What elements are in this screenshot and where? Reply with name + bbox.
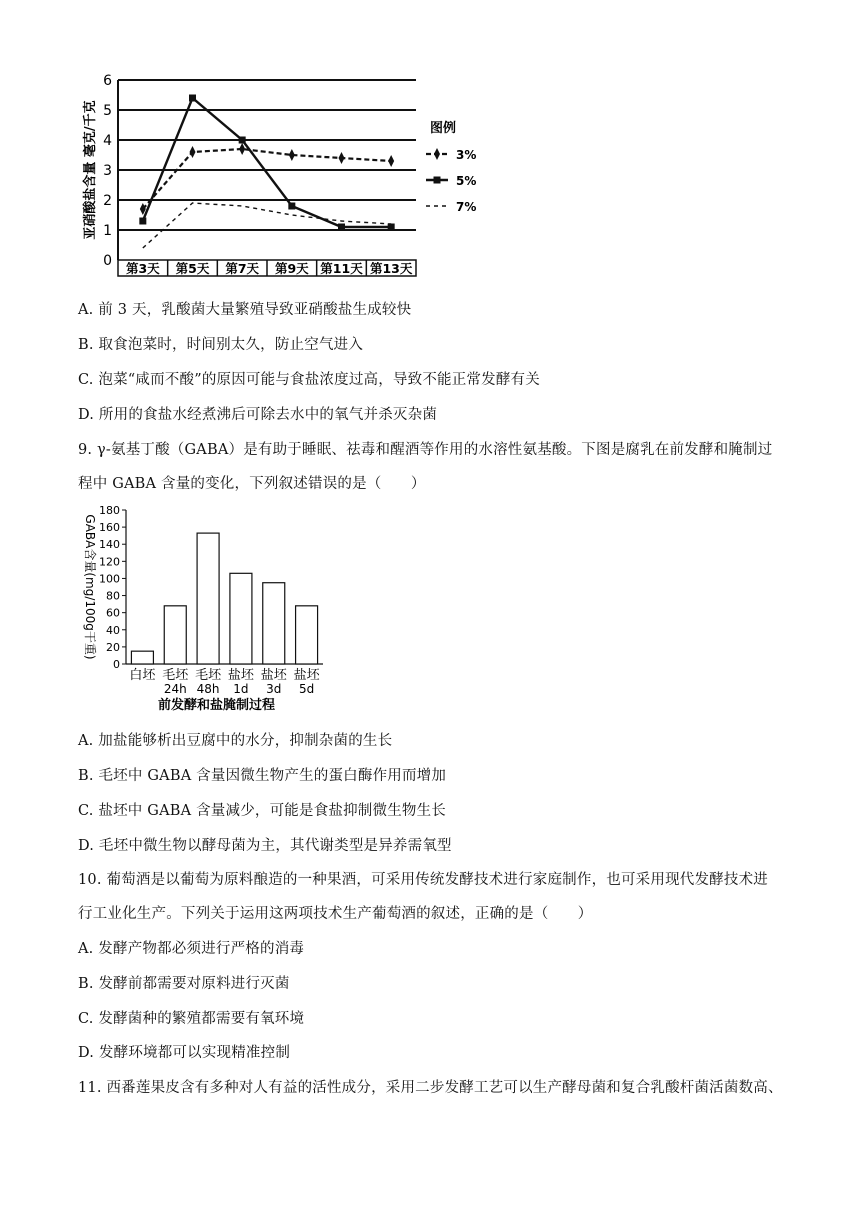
series-line-1 <box>143 98 391 227</box>
y-tick-label: 140 <box>99 538 120 552</box>
y-tick-label: 40 <box>106 623 120 637</box>
y-tick-label: 2 <box>103 193 112 209</box>
question-10-line2: 行工业化生产。下列关于运用这两项技术生产葡萄酒的叙述，正确的是（ ） <box>78 906 593 922</box>
option-10b: B. 发酵前都需要对原料进行灭菌 <box>78 976 290 992</box>
data-point-square <box>139 218 146 225</box>
bar <box>263 583 285 664</box>
x-tick-label: 第11天 <box>320 261 363 276</box>
x-tick-label: 第7天 <box>225 261 260 276</box>
y-tick-label: 160 <box>99 521 120 535</box>
x-tick-sublabel: 5d <box>298 682 315 696</box>
y-tick-label: 60 <box>106 606 120 620</box>
bar <box>164 606 186 664</box>
y-tick-label: 180 <box>99 504 120 517</box>
question-9-line2: 程中 GABA 含量的变化，下列叙述错误的是（ ） <box>78 476 426 492</box>
y-tick-label: 5 <box>103 103 112 119</box>
y-tick-label: 80 <box>106 589 120 603</box>
data-point-diamond <box>190 146 196 158</box>
data-point-square <box>239 137 246 144</box>
legend-label: 5% <box>456 174 477 188</box>
bar <box>197 533 219 664</box>
x-tick-label: 第5天 <box>175 261 210 276</box>
y-tick-label: 6 <box>103 73 112 89</box>
x-tick-label: 盐坯 <box>227 668 254 683</box>
data-point-diamond <box>339 152 345 164</box>
legend-label: 7% <box>456 200 477 214</box>
option-8d: D. 所用的食盐水经煮沸后可除去水中的氧气并杀灭杂菌 <box>78 407 438 423</box>
y-tick-label: 1 <box>103 223 112 239</box>
option-8a: A. 前 3 天，乳酸菌大量繁殖导致亚硝酸盐生成较快 <box>78 302 412 318</box>
option-9d: D. 毛坯中微生物以酵母菌为主，其代谢类型是异养需氧型 <box>78 838 452 854</box>
x-tick-label: 毛坯 <box>162 668 189 683</box>
y-axis-label: GABA含量(mg/100g干重) <box>83 514 97 660</box>
option-8b: B. 取食泡菜时，时间别太久，防止空气进入 <box>78 337 364 353</box>
legend-marker <box>434 148 440 160</box>
data-point-diamond <box>289 149 295 161</box>
x-tick-label: 第9天 <box>274 261 309 276</box>
legend-label: 3% <box>456 148 477 162</box>
question-9-line1: 9. γ-氨基丁酸（GABA）是有助于睡眠、祛毒和醒酒等作用的水溶性氨基酸。下图是腐乳在前发酵和腌制过 <box>78 442 773 458</box>
bar <box>131 651 153 664</box>
x-tick-label: 盐坯 <box>293 668 320 683</box>
data-point-diamond <box>388 155 394 167</box>
y-tick-label: 4 <box>103 133 112 149</box>
option-10d: D. 发酵环境都可以实现精准控制 <box>78 1045 291 1061</box>
x-tick-sublabel: 48h <box>196 682 220 696</box>
gaba-bar-chart <box>78 498 348 713</box>
data-point-square <box>189 95 196 102</box>
option-9b: B. 毛坯中 GABA 含量因微生物产生的蛋白酶作用而增加 <box>78 768 447 784</box>
data-point-square <box>288 203 295 210</box>
legend-title: 图例 <box>430 121 457 136</box>
question-10-line1: 10. 葡萄酒是以葡萄为原料酿造的一种果酒，可采用传统发酵技术进行家庭制作，也可采用现代发酵技术进 <box>78 872 768 888</box>
bar <box>296 606 318 664</box>
x-tick-sublabel: 24h <box>163 682 187 696</box>
x-tick-label: 盐坯 <box>260 668 287 683</box>
y-tick-label: 100 <box>99 572 120 586</box>
data-point-square <box>338 224 345 231</box>
series-line-2 <box>143 203 391 248</box>
legend-marker <box>434 177 441 184</box>
data-point-diamond <box>239 143 245 155</box>
x-tick-label: 第3天 <box>125 261 160 276</box>
nitrite-line-chart <box>78 70 498 285</box>
y-tick-label: 120 <box>99 555 120 569</box>
option-10c: C. 发酵菌种的繁殖都需要有氧环境 <box>78 1011 305 1027</box>
option-10a: A. 发酵产物都必须进行严格的消毒 <box>78 941 305 957</box>
y-tick-label: 3 <box>103 163 112 179</box>
question-11-line1: 11. 西番莲果皮含有多种对人有益的活性成分，采用二步发酵工艺可以生产酵母菌和复合乳酸杆菌活菌数高、 <box>78 1080 783 1096</box>
option-9c: C. 盐坯中 GABA 含量减少，可能是食盐抑制微生物生长 <box>78 803 446 819</box>
y-tick-label: 0 <box>103 253 112 269</box>
bar <box>230 573 252 664</box>
x-tick-sublabel: 3d <box>266 682 282 696</box>
x-tick-sublabel: 1d <box>233 682 249 696</box>
y-axis-label: 亚硝酸盐含量 毫克/千克 <box>83 100 98 240</box>
y-tick-label: 0 <box>113 658 120 671</box>
x-axis-label: 前发酵和盐腌制过程 <box>157 698 276 713</box>
option-9a: A. 加盐能够析出豆腐中的水分，抑制杂菌的生长 <box>78 733 393 749</box>
x-tick-label: 白坯 <box>129 668 156 683</box>
x-tick-label: 第13天 <box>369 261 413 276</box>
option-8c: C. 泡菜“咸而不酸”的原因可能与食盐浓度过高，导致不能正常发酵有关 <box>78 372 540 388</box>
y-tick-label: 20 <box>106 640 120 654</box>
x-tick-label: 毛坯 <box>195 668 222 683</box>
